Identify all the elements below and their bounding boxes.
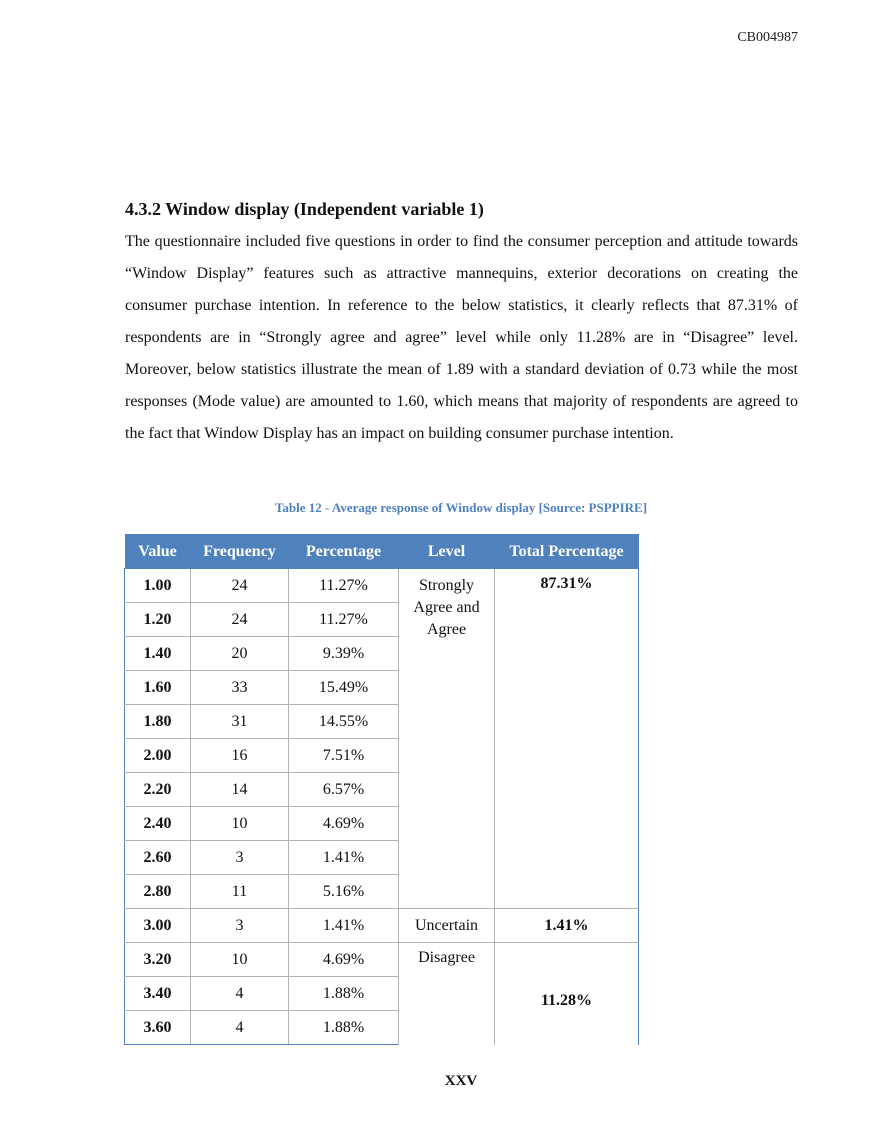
cell-frequency: 11 [191,875,289,909]
total-uncertain: 1.41% [495,909,639,943]
cell-percentage: 5.16% [289,875,399,909]
header-frequency: Frequency [191,535,289,569]
cell-percentage: 1.41% [289,909,399,943]
cell-percentage: 9.39% [289,637,399,671]
cell-frequency: 31 [191,705,289,739]
cell-frequency: 14 [191,773,289,807]
cell-value: 2.60 [125,841,191,875]
table-header-row [125,535,639,569]
cell-value: 3.40 [125,977,191,1011]
page-number: XXV [444,1073,478,1089]
cell-frequency: 24 [191,603,289,637]
header-total-percentage: Total Percentage [495,535,639,569]
cell-value: 1.40 [125,637,191,671]
header-level: Level [399,535,495,569]
cell-percentage: 14.55% [289,705,399,739]
cell-frequency: 4 [191,977,289,1011]
cell-value: 1.60 [125,671,191,705]
document-id: CB004987 [737,30,798,45]
cell-percentage: 15.49% [289,671,399,705]
total-agree: 87.31% [495,569,639,909]
cell-percentage: 11.27% [289,603,399,637]
cell-value: 2.40 [125,807,191,841]
body-paragraph: The questionnaire included five questions in order to find the consumer perception and attitude towards “Window Display” features such as attractive mannequins, exterior decorations on creating the consumer purchase intention. In reference to the below statistics, it clearly reflects that 87.31% of respondents are in “Strongly agree and agree” level while only 11.28% are in “Disagree” level. Moreover, below statistics illustrate the mean of 1.89 with a standard deviation of 0.73 while the most responses (Mode value) are amounted to 1.60, which means that majority of respondents are agreed to the fact that Window Display has an impact on building consumer purchase intention. [125,233,798,442]
cell-value: 1.00 [125,569,191,603]
cell-percentage: 1.88% [289,977,399,1011]
header-percentage: Percentage [289,535,399,569]
cell-value: 2.80 [125,875,191,909]
cell-frequency: 10 [191,807,289,841]
cell-value: 3.60 [125,1011,191,1045]
cell-percentage: 11.27% [289,569,399,603]
cell-frequency: 33 [191,671,289,705]
table-row [125,909,639,943]
cell-percentage: 4.69% [289,943,399,977]
cell-value: 1.20 [125,603,191,637]
cell-frequency: 4 [191,1011,289,1045]
cell-frequency: 16 [191,739,289,773]
cell-value: 3.00 [125,909,191,943]
window-display-table [124,534,639,1045]
cell-percentage: 7.51% [289,739,399,773]
table-caption: Table 12 - Average response of Window display [Source: PSPPIRE] [274,500,648,515]
cell-percentage: 1.88% [289,1011,399,1045]
total-disagree: 11.28% [495,943,639,1045]
cell-frequency: 10 [191,943,289,977]
cell-percentage: 4.69% [289,807,399,841]
cell-value: 1.80 [125,705,191,739]
table-row [125,569,639,603]
cell-percentage: 6.57% [289,773,399,807]
cell-frequency: 20 [191,637,289,671]
header-value: Value [125,535,191,569]
section-heading: 4.3.2 Window display (Independent variable 1) [125,199,484,219]
cell-value: 3.20 [125,943,191,977]
cell-frequency: 24 [191,569,289,603]
cell-value: 2.00 [125,739,191,773]
level-agree: Strongly Agree and Agree [399,569,495,909]
level-disagree: Disagree [399,943,495,1045]
cell-percentage: 1.41% [289,841,399,875]
table-row [125,943,639,977]
cell-value: 2.20 [125,773,191,807]
level-uncertain: Uncertain [399,909,495,943]
cell-frequency: 3 [191,841,289,875]
cell-frequency: 3 [191,909,289,943]
